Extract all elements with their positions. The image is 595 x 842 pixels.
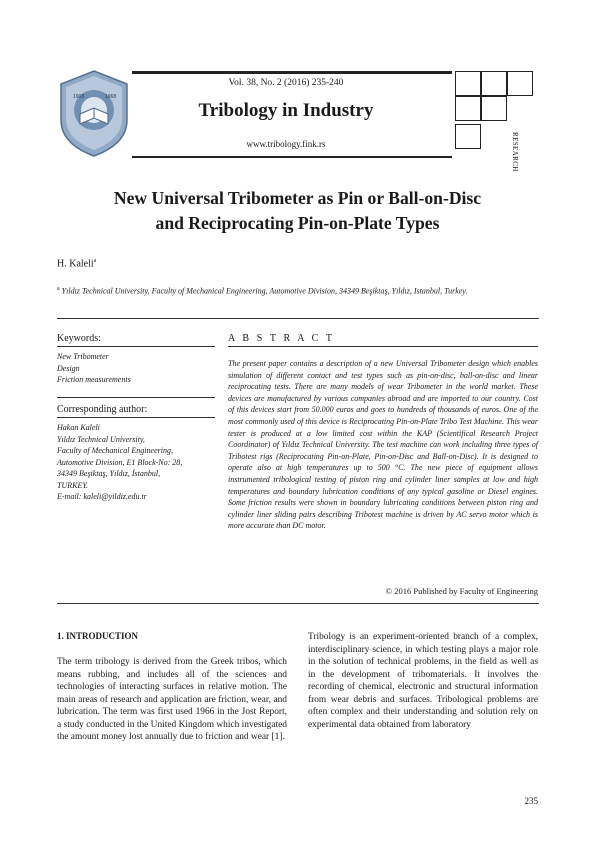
abstract-rule bbox=[228, 346, 538, 347]
corresponding-line: 34349 Beşiktaş, Yıldız, İstanbul, bbox=[57, 469, 161, 478]
body-column-left: The term tribology is derived from the Greek tribos, which means rubbing, and includes all of the sciences and technologies of interacting surfaces in relative motion. The main areas of research and application are friction, wear, and lubrication. The term was first used 1966 in the Jost Report, a study conducted in the United Kingdom which investigated the amount money lost annually due to friction and wear [1]. bbox=[57, 657, 287, 742]
author-mark: a bbox=[93, 258, 97, 264]
author-name: H. Kaleli bbox=[57, 258, 94, 270]
corresponding-line: Hakan Kaleli bbox=[57, 423, 100, 432]
header-square bbox=[481, 96, 507, 121]
copyright-notice: © 2016 Published by Faculty of Engineering bbox=[385, 586, 538, 596]
affiliation bbox=[57, 284, 539, 297]
header-rule-top bbox=[132, 71, 452, 74]
logo-year-right: 1968 bbox=[105, 94, 117, 100]
keywords-list bbox=[57, 351, 131, 386]
corresponding-line: TURKEY. bbox=[57, 480, 89, 490]
section-label: RESEARCH bbox=[511, 132, 519, 172]
page-number: 235 bbox=[524, 796, 538, 806]
logo-year-left: 1908 bbox=[73, 94, 85, 100]
corresponding-line: Faculty of Mechanical Engineering, bbox=[57, 446, 173, 455]
header-square bbox=[455, 96, 481, 121]
rule-below-abstract bbox=[57, 603, 539, 604]
corresponding-line: Automotive Division, E1 Block-No: 28, bbox=[57, 457, 183, 467]
abstract-heading: A B S T R A C T bbox=[228, 333, 335, 344]
affiliation-mark: a bbox=[57, 286, 60, 292]
corresponding-email[interactable]: E-mail: kaleli@yildiz.edu.tr bbox=[57, 492, 147, 501]
keywords-heading: Keywords: bbox=[57, 333, 101, 344]
section-heading: 1. INTRODUCTION bbox=[57, 631, 139, 641]
affiliation-text: Yıldız Technical University, Faculty of Mechanical Engineering, Automotive Division, 34349 Beşiktaş, Yıldız, Istanbul, Turkey. bbox=[61, 286, 468, 296]
header-rule-bottom bbox=[132, 156, 452, 158]
paper-title bbox=[40, 186, 555, 236]
corresponding-rule bbox=[57, 417, 215, 418]
university-logo bbox=[58, 68, 130, 158]
author bbox=[57, 258, 96, 269]
keyword-item: Design bbox=[57, 363, 80, 373]
keywords-bottom-rule bbox=[57, 397, 215, 398]
body-column-right: Tribology is an experiment-oriented branch of a complex, interdisciplinary science, in which testing plays a major role in the solution of technical problems, in the field as well as in the development of tribomaterials. It involves the recording of chemical, electronic and structural information from wear debris and surfaces. Tribological problems are often complex and their understanding and solution rely on experimental data obtained from laboratory bbox=[308, 632, 538, 730]
title-line-1: New Universal Tribometer as Pin or Ball-on-Disc bbox=[113, 188, 482, 208]
journal-url[interactable]: www.tribology.fink.rs bbox=[246, 139, 326, 149]
volume-info: Vol. 38, No. 2 (2016) 235-240 bbox=[228, 78, 344, 88]
header-square bbox=[455, 124, 481, 149]
rule-below-affiliation bbox=[57, 318, 539, 319]
header-square bbox=[481, 71, 507, 96]
corresponding-heading: Corresponding author: bbox=[57, 404, 148, 415]
keyword-item: New Tribometer bbox=[57, 352, 109, 361]
corresponding-details bbox=[57, 422, 227, 503]
header-square bbox=[507, 71, 533, 96]
title-line-2: and Reciprocating Pin-on-Plate Types bbox=[155, 213, 440, 233]
header-square bbox=[455, 71, 481, 96]
abstract-text: The present paper contains a description of a new Universal Tribometer design which enables simulation of different contact and test types such as pin-on-disc, ball-on-disc and linear reciprocating tests. There are many models of wear Tribometer in the world market. These devices are manufactured by various companies abroad and are imported to our country. Cost of this devices start from 50.000 euros and goes to hundreds of thousands of euros. One of the most commonly used of this device is Reciprocating Pin-on-Plate Tribo Test Machine. This wear tester is produced at a low limited cost within the KAP (Scientifical Research Project Coordinator) of Yıldız Technical University. The test machine can work including three types of Tribotest rigs (Reciprocating Pin-on-Plate, Pin-on-Disc and Ball-on-Disc). It is designed to operate also at high temperatures up to 500 °C. The new piece of equipment allows instrumented tribological testing of piston ring and cylinder liner samples at low and high temperatures and boundary lubrication conditions of any typical gasoline or Diesel engines. Some friction results were shown in boundary lubricating conditions between piston ring and cylinder liner sliding pairs describing Tribotest machine is driven by AC servo motor which is more accurate than DC motor. bbox=[228, 359, 538, 531]
journal-title: Tribology in Industry bbox=[198, 100, 374, 121]
corresponding-line: Yıldız Technical University, bbox=[57, 434, 145, 444]
keywords-rule bbox=[57, 346, 215, 347]
keyword-item: Friction measurements bbox=[57, 375, 131, 384]
